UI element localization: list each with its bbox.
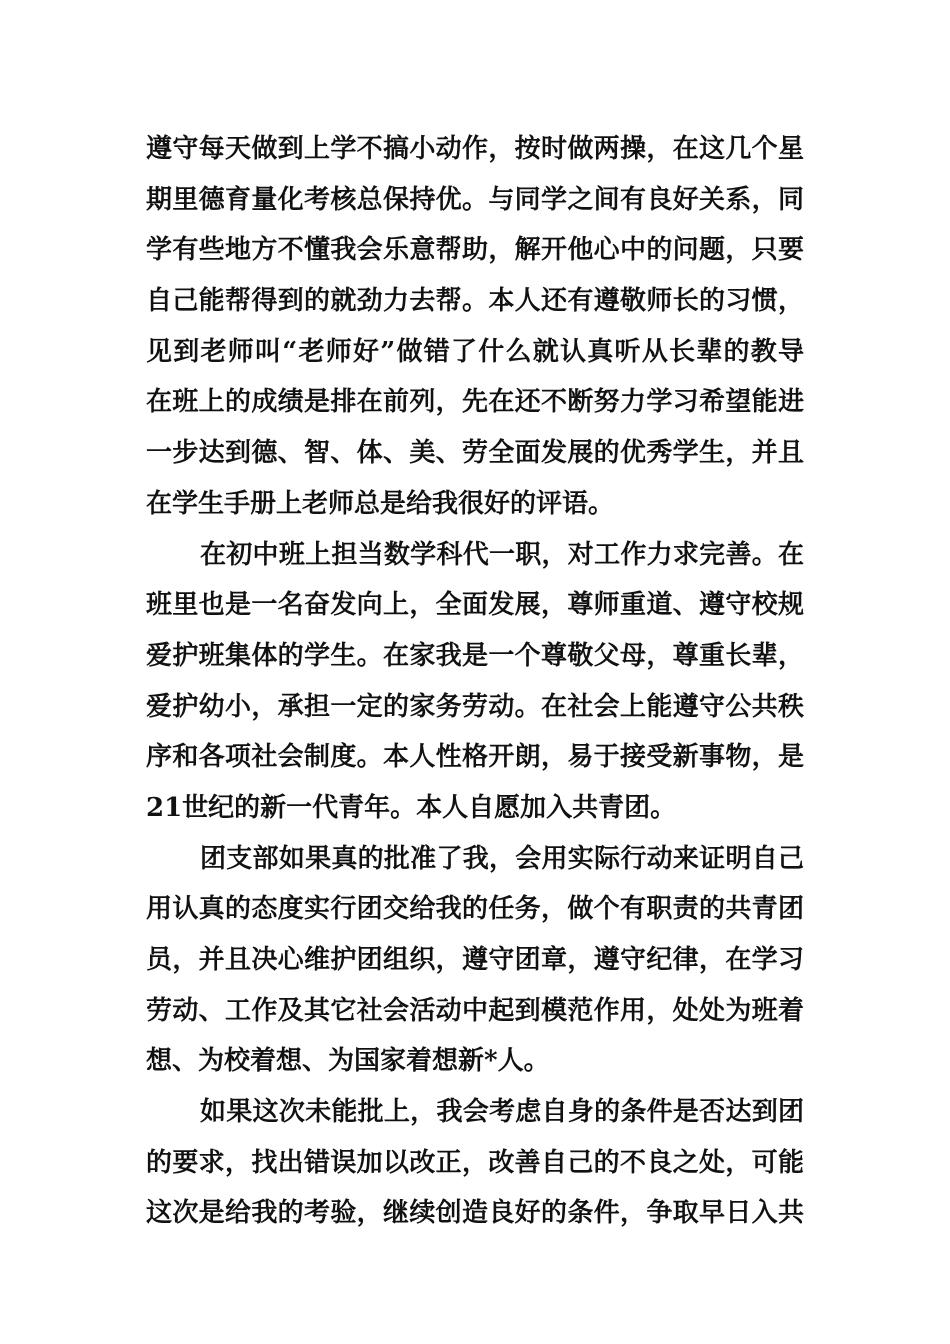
text-line: 遵守每天做到上学不搞小动作，按时做两操，在这几个星 [146, 134, 804, 164]
text-line: 21世纪的新一代青年。本人自愿加入共青团。 [146, 792, 677, 823]
text-line: 一步达到德、智、体、美、劳全面发展的优秀学生，并且 [146, 438, 804, 469]
text-line: 劳动、工作及其它社会活动中起到模范作用，处处为班着 [146, 995, 804, 1026]
text-line: 员，并且决心维护团组织，遵守团章，遵守纪律，在学习 [146, 945, 804, 975]
text-line: 见到老师叫“老师好”做错了什么就认真听从长辈的教导 [146, 336, 804, 367]
text-line: 在学生手册上老师总是给我很好的评语。 [146, 488, 615, 519]
text-line: 想、为校着想、为国家着想新*人。 [146, 1046, 550, 1077]
text-line: 的要求，找出错误加以改正，改善自己的不良之处，可能 [146, 1147, 804, 1178]
text-line: 自己能帮得到的就劲力去帮。本人还有遵敬师长的习惯， [146, 286, 804, 317]
text-line: 如果这次未能批上，我会考虑自身的条件是否达到团 [200, 1097, 804, 1128]
text-line: 爱护幼小，承担一定的家务劳动。在社会上能遵守公共秩 [146, 691, 804, 722]
text-line: 这次是给我的考验，继续创造良好的条件，争取早日入共 [146, 1198, 804, 1229]
document-body [146, 124, 804, 1239]
text-line: 团支部如果真的批准了我，会用实际行动来证明自己 [200, 843, 804, 874]
text-line: 在初中班上担当数学科代一职，对工作力求完善。在 [200, 539, 804, 570]
text-line: 班里也是一名奋发向上，全面发展，尊师重道、遵守校规 [146, 590, 804, 621]
text-line: 序和各项社会制度。本人性格开朗，易于接受新事物，是 [146, 742, 804, 773]
text-line: 用认真的态度实行团交给我的任务，做个有职责的共青团 [146, 894, 804, 925]
text-line: 学有些地方不懂我会乐意帮助，解开他心中的问题，只要 [146, 235, 804, 266]
text-line: 爱护班集体的学生。在家我是一个尊敬父母，尊重长辈， [146, 640, 804, 671]
text-line: 在班上的成绩是排在前列，先在还不断努力学习希望能进 [146, 387, 804, 418]
text-line: 期里德育量化考核总保持优。与同学之间有良好关系，同 [146, 184, 804, 215]
